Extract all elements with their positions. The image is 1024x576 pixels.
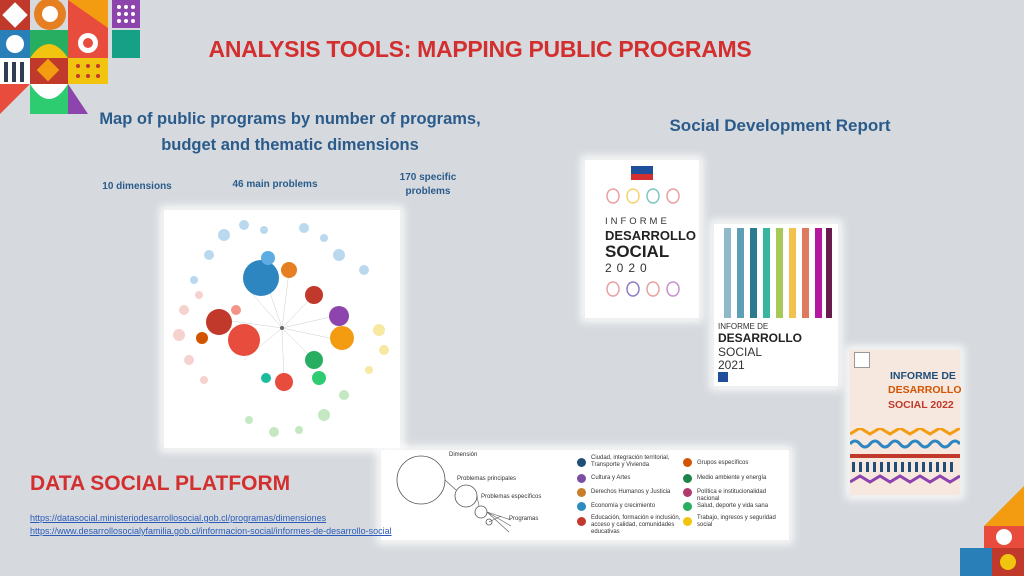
legend-dot-icon [577, 458, 586, 467]
cover-2021-line2: DESARROLLO [718, 331, 802, 345]
legend-item-label: Economía y crecimiento [591, 503, 656, 509]
program-map-graph [164, 210, 400, 448]
cover-2022-line1: INFORME DE [890, 370, 956, 382]
report-section-title: Social Development Report [669, 116, 891, 135]
decorative-corner-pattern-bottom [960, 486, 1024, 576]
cover-2021-line4: 2021 [718, 358, 745, 372]
cover-2020-line1: INFORME [605, 216, 670, 227]
cover-2020-line3: SOCIAL [605, 242, 670, 261]
legend-item-label: Ciudad, integración territorial, Transporte y Vivienda [591, 455, 670, 468]
tree-label-specific-problems: Problemas específicos [481, 494, 542, 500]
legend-dot-icon [683, 474, 692, 483]
cover-2020-line2: DESARROLLO [605, 228, 696, 243]
cover-2021-line1: INFORME DE [718, 322, 769, 331]
label-specific-problems: 170 specific problems [399, 172, 457, 197]
label-dimensions: 10 dimensions [102, 181, 172, 192]
color-bars-graphic [720, 228, 832, 318]
legend-dot-icon [683, 488, 692, 497]
fingerprint-row-bottom-icon [603, 280, 683, 298]
report-cover-2021 [714, 224, 838, 386]
reports-link[interactable]: https://www.desarrollosocialyfamilia.gob.cl/informacion-social/informes-de-desarrollo-social [30, 526, 392, 536]
legend-dot-icon [577, 474, 586, 483]
legend-item-label: Política e institucionalidad nacional [697, 489, 767, 502]
legend-dot-icon [683, 502, 692, 511]
legend-item-label: Medio ambiente y energía [697, 475, 767, 481]
legend-dot-icon [683, 517, 692, 526]
cover-2020-line4: 2020 [605, 261, 652, 275]
legend-dot-icon [577, 517, 586, 526]
legend-item-label: Salud, deporte y vida sana [697, 503, 769, 509]
cover-2021-line3: SOCIAL [718, 345, 763, 359]
cover-2022-line2: DESARROLLO [888, 384, 962, 396]
gov-logo-stripe [631, 174, 653, 180]
legend-diagram-image [381, 450, 789, 540]
legend-item-label: Cultura y Artes [591, 475, 631, 481]
legend-item-label: Educación, formación e inclusión, acceso y calidad, comunidades educativas [591, 515, 681, 535]
tree-label-main-problems: Problemas principales [457, 476, 517, 482]
fingerprint-row-top-icon [603, 188, 683, 204]
gov-logo-icon [854, 352, 870, 368]
slide-title: ANALYSIS TOOLS: MAPPING PUBLIC PROGRAMS [208, 36, 752, 62]
datasocial-link[interactable]: https://datasocial.ministeriodesarrollosocial.gob.cl/programas/dimensiones [30, 513, 327, 523]
tree-label-dimension: Dimensión [449, 452, 478, 458]
legend-dot-icon [577, 488, 586, 497]
gov-logo-icon [718, 372, 728, 382]
legend-dot-icon [683, 458, 692, 467]
gov-logo-icon [631, 166, 653, 174]
pattern-band-graphic [850, 428, 960, 492]
program-map-image [164, 210, 400, 448]
tree-label-programs: Programas [509, 516, 539, 522]
legend-item-label: Trabajo, ingresos y seguridad social [697, 515, 776, 528]
report-cover-2022 [850, 350, 960, 495]
legend-item-label: Grupos específicos [697, 460, 749, 466]
label-main-problems: 46 main problems [232, 179, 318, 190]
legend-item-label: Derechos Humanos y Justicia [591, 489, 671, 495]
report-cover-2020 [585, 160, 699, 318]
platform-title: DATA SOCIAL PLATFORM [30, 472, 291, 495]
cover-2022-line3: SOCIAL 2022 [888, 399, 954, 411]
legend-dot-icon [577, 502, 586, 511]
map-section-title: Map of public programs by number of programs, budget and thematic dimensions [99, 110, 481, 154]
